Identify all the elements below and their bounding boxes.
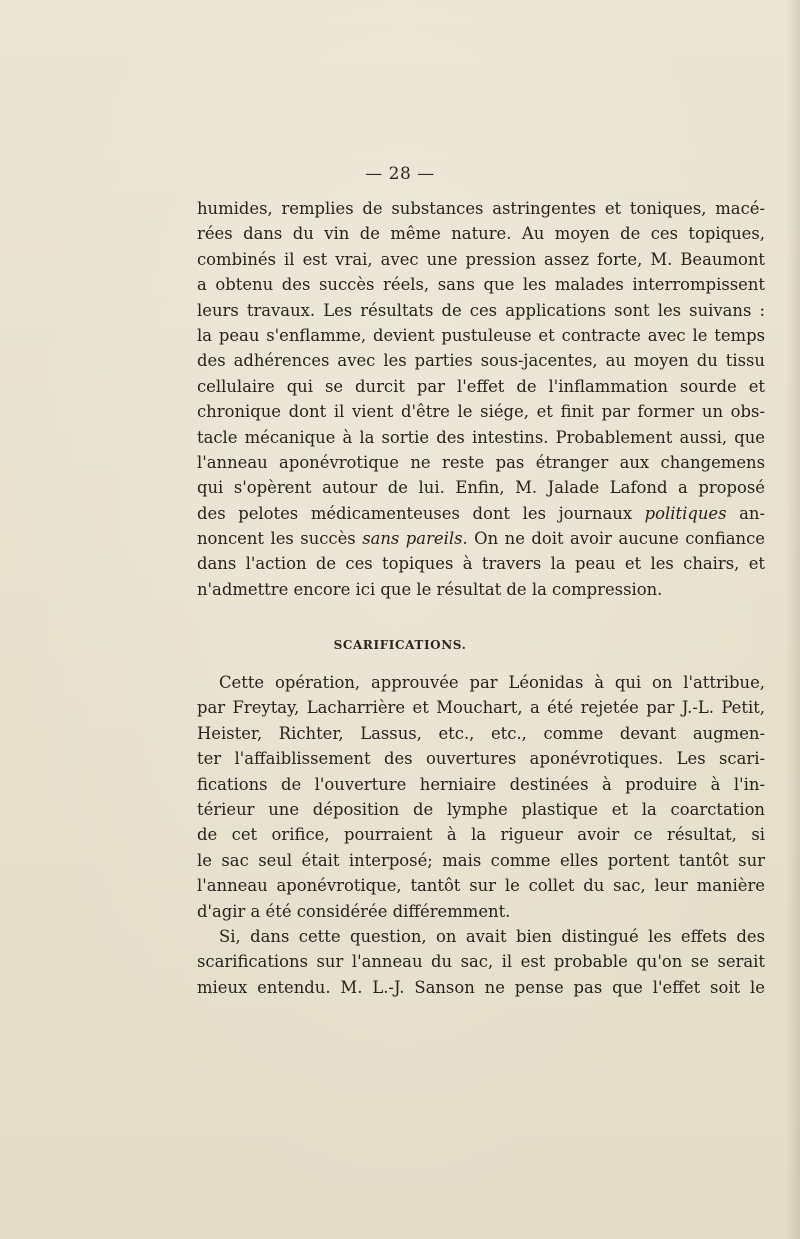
italic-text: sans pareils. xyxy=(362,529,468,549)
text-line: l'anneau aponévrotique, tantôt sur le collet du sac, leur manière xyxy=(197,876,765,896)
text-line: cellulaire qui se durcit par l'effet de l'inflammation sourde et xyxy=(197,376,765,396)
text-line: des adhérences avec les parties sous-jacentes, au moyen du tissu xyxy=(197,351,765,371)
text-line: qui s'opèrent autour de lui. Enfin, M. Jalade Lafond a proposé xyxy=(197,478,765,498)
text-line: d'agir a été considérée différemment. xyxy=(197,901,511,921)
italic-text: politiques xyxy=(644,503,727,523)
paragraph-sanson xyxy=(197,924,765,1000)
text-line: n'admettre encore ici que le résultat de la compression. xyxy=(197,579,663,599)
text-line: tacle mécanique à la sortie des intestins. Probablement aussi, que xyxy=(197,427,765,447)
text-line: fications de l'ouverture herniaire destinées à produire à l'in- xyxy=(197,774,765,794)
text-line: par Freytay, Lacharrière et Mouchart, a été rejetée par J.-L. Petit, xyxy=(197,698,765,718)
text-line: dans l'action de ces topiques à travers la peau et les chairs, et xyxy=(197,554,765,574)
text-line: Heister, Richter, Lassus, etc., etc., comme devant augmen- xyxy=(197,723,765,743)
text-line: rées dans du vin de même nature. Au moyen de ces topiques, xyxy=(197,224,765,244)
text-line: chronique dont il vient d'être le siége, et finit par former un obs- xyxy=(197,402,765,422)
text-line: humides, remplies de substances astringentes et toniques, macé- xyxy=(197,199,765,218)
text-line: Cette opération, approuvée par Léonidas à qui on l'attribue, xyxy=(219,673,765,692)
text-line: l'anneau aponévrotique ne reste pas étranger aux changemens xyxy=(197,452,765,472)
text-line-with-italic xyxy=(197,526,765,551)
text-line: le sac seul était interposé; mais comme elles portent tantôt sur xyxy=(197,850,765,870)
text-run: an- xyxy=(726,503,765,523)
page-edge-shadow xyxy=(786,0,800,1239)
text-line: a obtenu des succès réels, sans que les malades interrompissent xyxy=(197,275,765,295)
text-run: des pelotes médicamenteuses dont les journaux xyxy=(197,503,645,523)
text-line: ter l'affaiblissement des ouvertures aponévrotiques. Les scari- xyxy=(197,749,765,769)
text-line: leurs travaux. Les résultats de ces applications sont les suivans : xyxy=(197,300,765,320)
text-line: térieur une déposition de lymphe plastique et la coarctation xyxy=(197,799,765,819)
text-run: noncent les succès xyxy=(197,529,363,549)
text-line-with-italic xyxy=(197,501,765,526)
paragraph-compression-topics xyxy=(197,196,765,602)
text-line: Si, dans cette question, on avait bien distingué les effets des xyxy=(219,927,765,946)
paragraph-scarifications xyxy=(197,670,765,924)
text-line: combinés il est vrai, avec une pression assez forte, M. Beaumont xyxy=(197,249,765,269)
page-number: — 28 — xyxy=(365,164,435,184)
text-line: mieux entendu. M. L.-J. Sanson ne pense pas que l'effet soit le xyxy=(197,977,765,997)
text-line: de cet orifice, pourraient à la rigueur avoir ce résultat, si xyxy=(197,825,765,845)
text-line: la peau s'enflamme, devient pustuleuse et contracte avec le temps xyxy=(197,325,765,345)
text-line: scarifications sur l'anneau du sac, il est probable qu'on se serait xyxy=(197,952,765,972)
section-heading: SCARIFICATIONS. xyxy=(333,638,467,652)
text-run: On ne doit avoir aucune confiance xyxy=(467,529,765,549)
